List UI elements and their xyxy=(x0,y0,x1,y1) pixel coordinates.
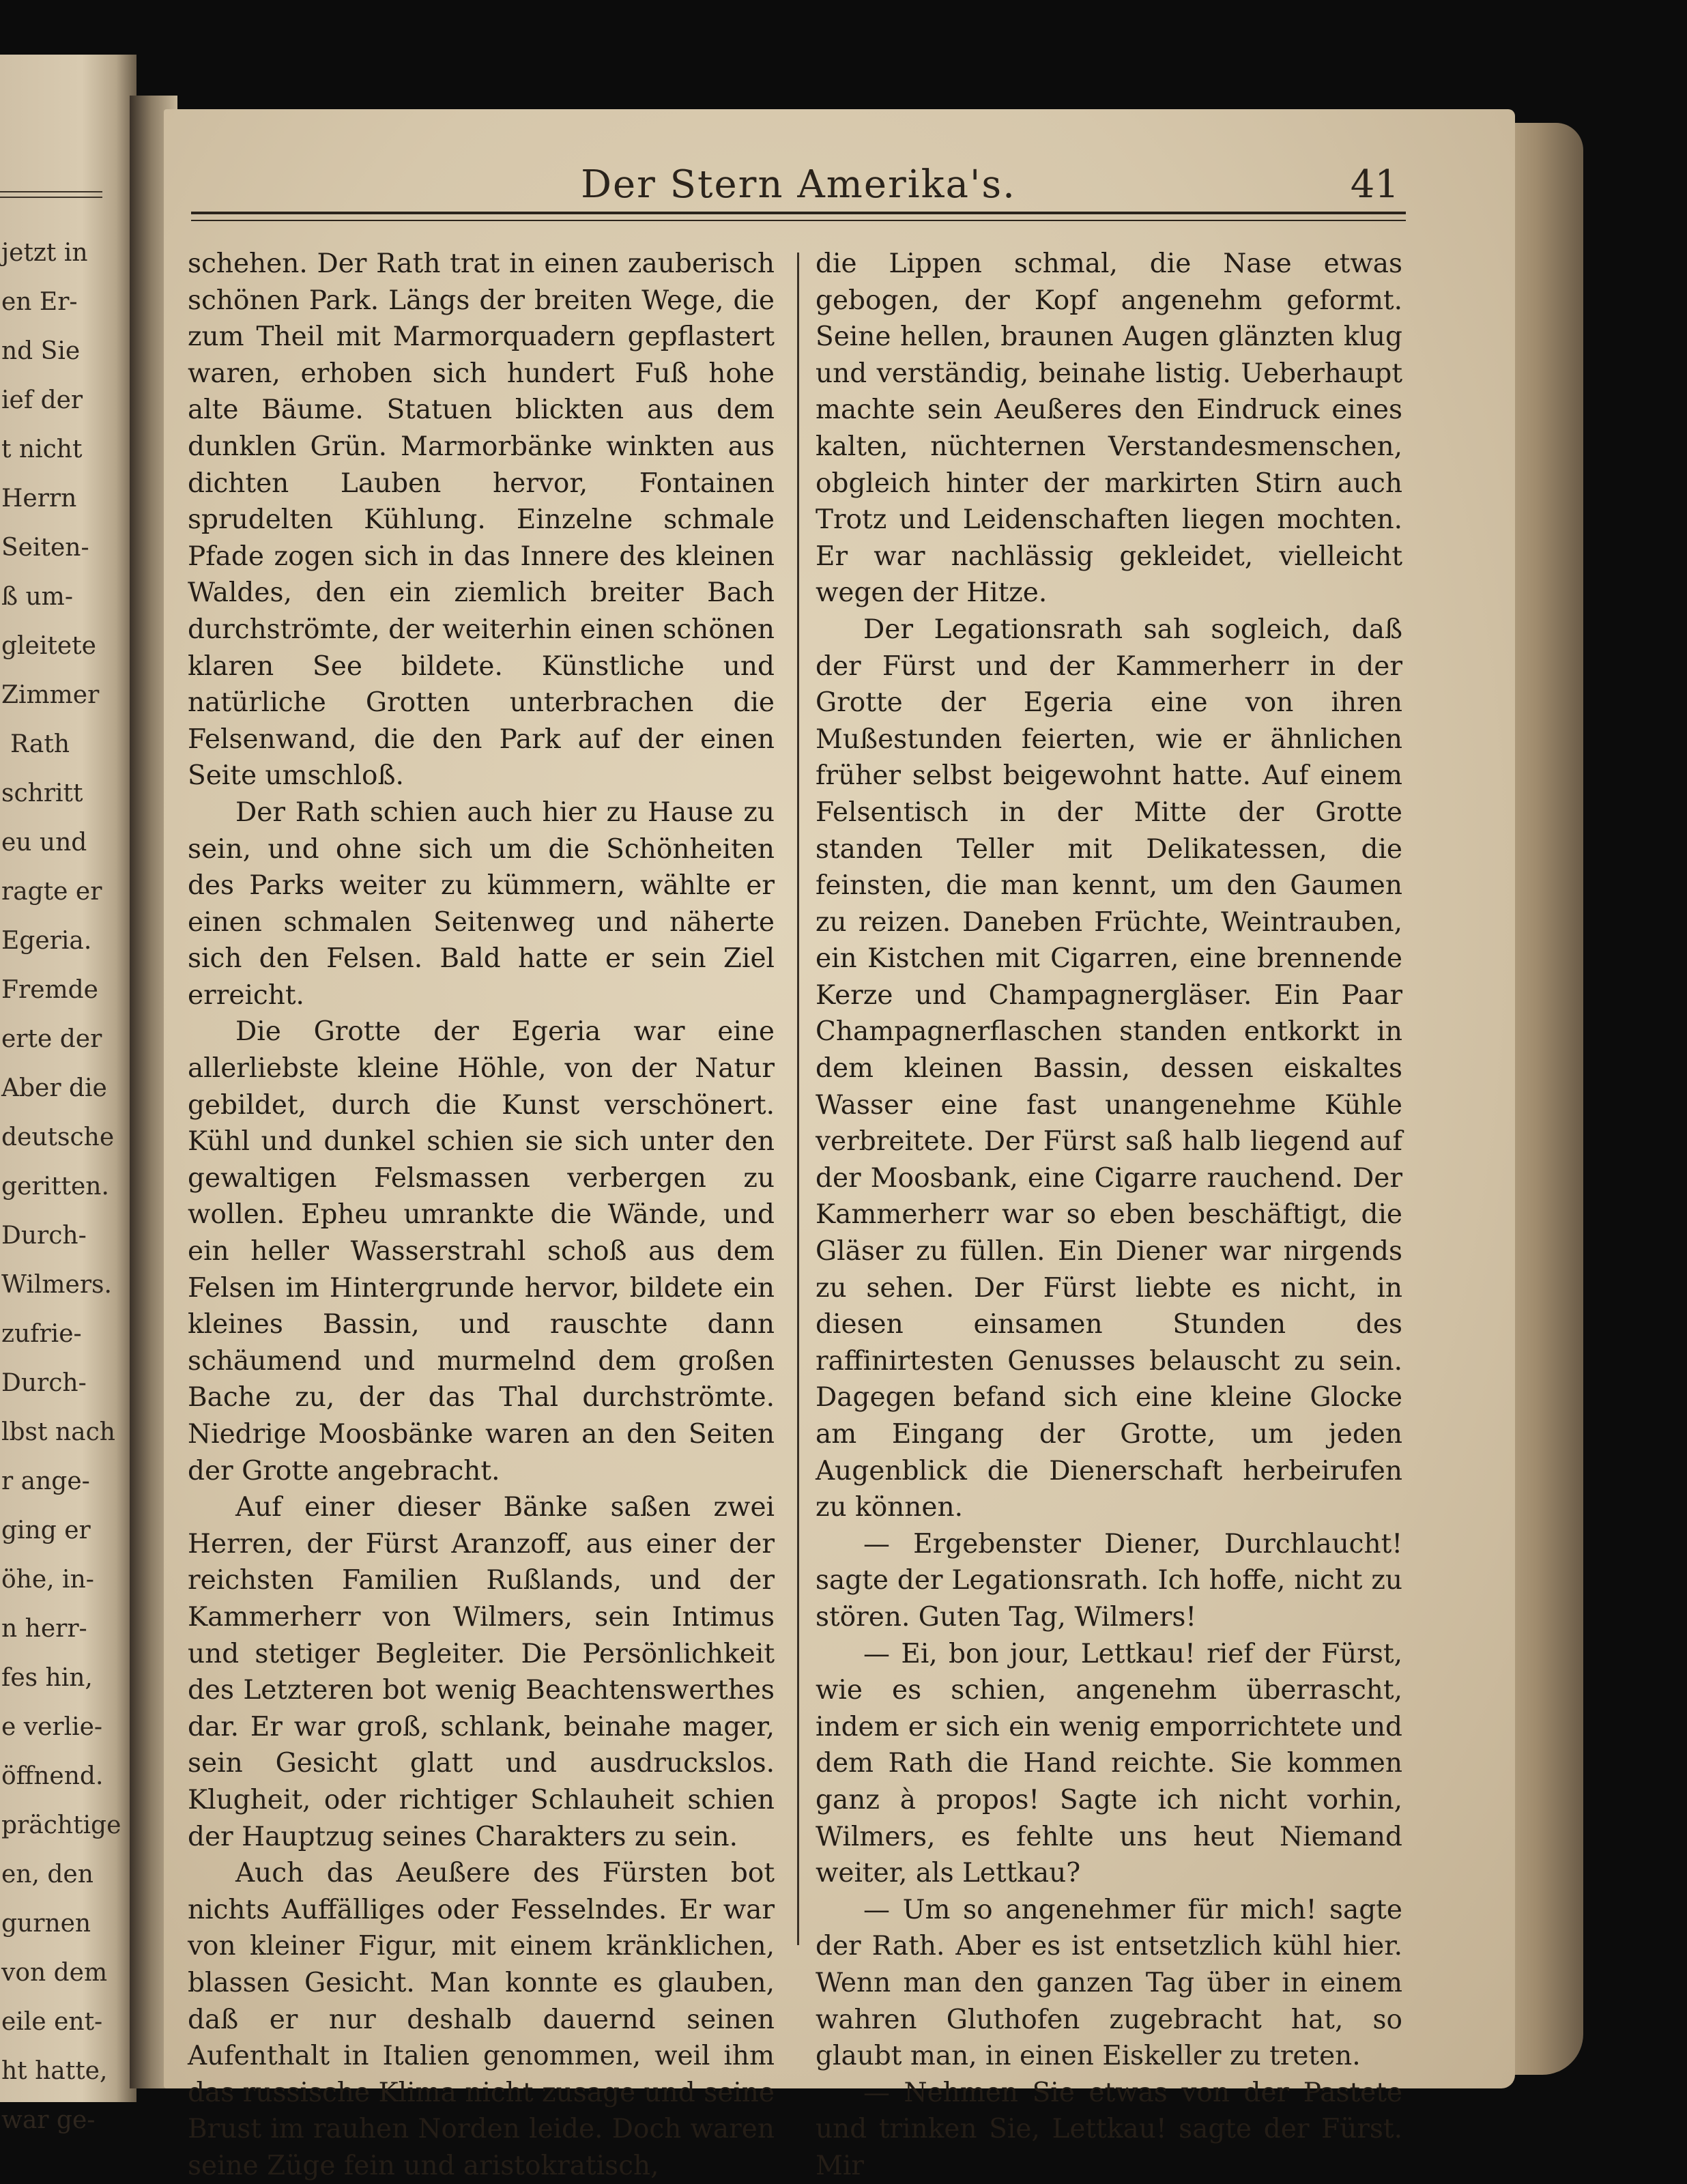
paragraph: — Ergebenster Diener, Durchlaucht! sagte der Legationsrath. Ich hoffe, nicht zu stören. Guten Tag, Wilmers! xyxy=(816,1528,1402,1633)
previous-page-text-fragment: t nicht xyxy=(1,435,83,463)
previous-page-text-fragment: von dem xyxy=(1,1959,108,1987)
paragraph: — Ei, bon jour, Lettkau! rief der Fürst, wie es schien, angenehm überrascht, indem er sich ein wenig emporrichtete und dem Rath die Hand reichte. Sie kommen ganz à propos! Sagte ich nicht vorhin, Wilmers, es fehlte uns heut Niemand weiter, als Lettkau? xyxy=(816,1638,1402,1889)
previous-page-text-fragment: en, den xyxy=(1,1860,93,1888)
previous-page-text-fragment: gleitete xyxy=(1,632,96,660)
previous-page-text-fragment: ging er xyxy=(1,1517,91,1544)
previous-page-text-fragment: eile ent- xyxy=(1,2008,103,2036)
paragraph: schehen. Der Rath trat in einen zauberisch schönen Park. Längs der breiten Wege, die zum Theil mit Marmorquadern gepflastert waren, erhoben sich hundert Fuß hohe alte Bäume. Statuen blickten aus dem dunklen Grün. Marmorbänke winkten aus dichten Lauben hervor, Fontainen sprudelten Kühlung. Einzelne schmale Pfade zogen sich in das Innere des kleinen Waldes, den ein ziemlich breiter Bach durchströmte, der weiterhin einen schönen klaren See bildete. Künstliche und natürliche Grotten unterbrachen die Felsenwand, die den Park auf der einen Seite umschloß. xyxy=(188,248,775,792)
previous-page-text-fragment: r ange- xyxy=(1,1467,90,1495)
previous-page-text-fragment: Durch- xyxy=(1,1369,87,1397)
previous-page-text-fragment: öffnend. xyxy=(1,1762,104,1790)
page-number: 41 xyxy=(1350,162,1399,207)
paragraph: — Um so angenehmer für mich! sagte der Rath. Aber es ist entsetzlich kühl hier. Wenn man den ganzen Tag über in einem wahren Gluthofen zugebracht hat, so glaubt man, in einen Eiskeller zu treten. xyxy=(816,1894,1402,2072)
previous-page-text-fragment: Herrn xyxy=(1,485,77,513)
previous-page-text-fragment: schritt xyxy=(1,779,83,807)
paragraph: die Lippen schmal, die Nase etwas gebogen, der Kopf angenehm geformt. Seine hellen, braunen Augen glänzten klug und verständig, beinahe listig. Ueberhaupt machte sein Aeußeres den Eindruck eines kalten, nüchternen Verstandesmenschen, obgleich hinter der markirten Stirn auch Trotz und Leidenschaften liegen mochten. Er war nachlässig gekleidet, vielleicht wegen der Hitze. xyxy=(816,248,1402,609)
paragraph: — Nehmen Sie etwas von der Pastete und trinken Sie, Lettkau! sagte der Fürst. Mir xyxy=(816,2077,1402,2181)
previous-page-text-fragment: Egeria. xyxy=(1,927,92,955)
previous-page-text-fragment: Durch- xyxy=(1,1222,87,1250)
previous-page-text-fragment: Wilmers. xyxy=(1,1271,112,1299)
previous-page-text-fragment: fes hin, xyxy=(1,1664,93,1692)
previous-page-text-fragment: jetzt in xyxy=(1,239,88,267)
previous-page-text-fragment: war ge- xyxy=(1,2106,96,2134)
column-divider xyxy=(797,253,799,1945)
paragraph: Auch das Aeußere des Fürsten bot nichts Auffälliges oder Fesselndes. Er war von kleiner Figur, mit einem kränklichen, blassen Gesicht. Man konnte es glauben, daß er nur deshalb dauernd seinen Aufenthalt in Italien genommen, weil ihm das russische Klima nicht zusage und seine Brust im rauhen Norden leide. Doch waren seine Züge fein und aristokratisch, xyxy=(188,1858,775,2181)
previous-page-text-fragment: Aber die xyxy=(1,1074,107,1102)
previous-page-text-fragment: öhe, in- xyxy=(1,1566,94,1594)
previous-page-text-fragment: en Er- xyxy=(1,288,78,316)
text-column-right xyxy=(816,246,1402,2184)
previous-page-text-fragment: ief der xyxy=(1,386,83,414)
previous-page-text-fragment: Seiten- xyxy=(1,534,89,562)
previous-page-text-fragment: e verlie- xyxy=(1,1713,103,1741)
previous-page-text-fragment: zufrie- xyxy=(1,1320,82,1348)
text-column-left xyxy=(188,246,775,2184)
previous-page-text-fragment: eu und xyxy=(1,829,87,857)
previous-page-text-fragment: lbst nach xyxy=(1,1418,115,1446)
running-title: Der Stern Amerika's. xyxy=(581,162,1016,207)
previous-page-text-fragment: gurnen xyxy=(1,1910,91,1938)
previous-page-text-fragment: ht hatte, xyxy=(1,2057,108,2085)
previous-page-text-fragment: ß um- xyxy=(1,583,73,611)
previous-page-text-fragment: deutsche xyxy=(1,1123,115,1151)
previous-page-text-fragment: prächtige xyxy=(1,1811,121,1839)
header-rule xyxy=(191,212,1406,221)
previous-page-text-fragment: erte der xyxy=(1,1025,102,1053)
previous-page-text-fragment: Fremde xyxy=(1,976,98,1004)
paragraph: Auf einer dieser Bänke saßen zwei Herren, der Fürst Aranzoff, aus einer der reichsten Familien Rußlands, und der Kammerherr von Wilmers, sein Intimus und stetiger Begleiter. Die Persönlichkeit des Letzteren bot wenig Beachtenswerthes dar. Er war groß, schlank, beinahe mager, sein Gesicht glatt und ausdruckslos. Klugheit, oder richtiger Schlauheit schien der Hauptzug seines Charakters zu sein. xyxy=(188,1492,775,1852)
previous-page-text-fragment: Zimmer xyxy=(1,681,100,709)
previous-page-text-fragment: ragte er xyxy=(1,878,102,906)
previous-page-text-fragment: n herr- xyxy=(1,1615,87,1643)
previous-page-text-fragment: geritten. xyxy=(1,1173,109,1201)
previous-page-text-fragment: nd Sie xyxy=(1,337,81,365)
paragraph: Der Legationsrath sah sogleich, daß der Fürst und der Kammerherr in der Grotte der Egeria eine von ihren Mußestunden feierten, wie er ähnlichen früher selbst beigewohnt hatte. Auf einem Felsentisch in der Mitte der Grotte standen Teller mit Delikatessen, die feinsten, die man kennt, um den Gaumen zu reizen. Daneben Früchte, Weintrauben, ein Kistchen mit Cigarren, eine brennende Kerze und Champagnergläser. Ein Paar Champagnerflaschen standen entkorkt in dem kleinen Bassin, dessen eiskaltes Wasser eine fast unangenehme Kühle verbreitete. Der Fürst saß halb liegend auf der Moosbank, eine Cigarre rauchend. Der Kammerherr war so eben beschäftigt, die Gläser zu füllen. Ein Diener war nirgends zu sehen. Der Fürst liebte es nicht, in diesen einsamen Stunden des raffinirtesten Genusses belauscht zu sein. Dagegen befand sich eine kleine Glocke am Eingang der Grotte, um jeden Augenblick die Dienerschaft herbeirufen zu können. xyxy=(816,614,1402,1523)
page-header xyxy=(191,150,1406,212)
previous-page-text-fragment: Rath xyxy=(10,730,70,758)
previous-page-rule xyxy=(0,191,102,198)
previous-page xyxy=(0,55,136,2134)
paragraph: Der Rath schien auch hier zu Hause zu sein, und ohne sich um die Schönheiten des Parks weiter zu kümmern, wählte er einen schmalen Seitenweg und näherte sich den Felsen. Bald hatte er sein Ziel erreicht. xyxy=(188,796,775,1011)
paragraph: Die Grotte der Egeria war eine allerliebste kleine Höhle, von der Natur gebildet, durch die Kunst verschönert. Kühl und dunkel schien sie sich unter den gewaltigen Felsmassen verbergen zu wollen. Epheu umrankte die Wände, und ein heller Wasserstrahl schoß aus dem Felsen im Hintergrunde hervor, bildete ein kleines Bassin, und rauschte dann schäumend und murmelnd dem großen Bache zu, der das Thal durchströmte. Niedrige Moosbänke waren an den Seiten der Grotte angebracht. xyxy=(188,1016,775,1486)
